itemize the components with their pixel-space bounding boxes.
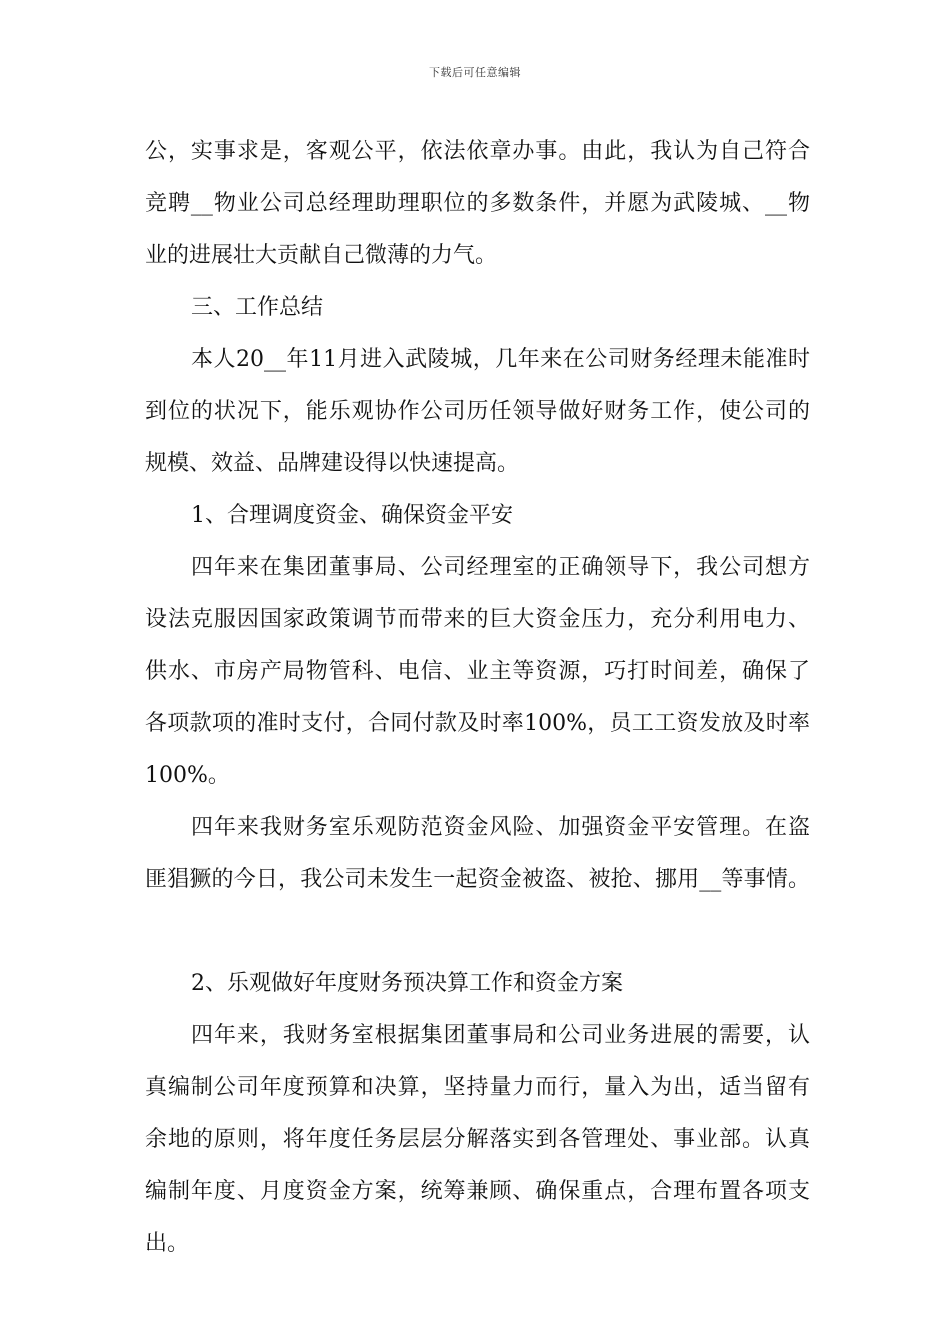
paragraph-line: 各项款项的准时支付，合同付款及时率100%，员工工资发放及时率: [145, 711, 810, 736]
paragraph-line: 公，实事求是，客观公平，依法依章办事。由此，我认为自己符合: [145, 139, 810, 164]
paragraph-line: 设法克服因国家政策调节而带来的巨大资金压力，充分利用电力、: [145, 607, 810, 632]
paragraph-line: 真编制公司年度预算和决算，坚持量力而行，量入为出，适当留有: [145, 1075, 810, 1100]
paragraph-line: 四年来在集团董事局、公司经理室的正确领导下，我公司想方: [191, 555, 810, 580]
paragraph-line: 规模、效益、品牌建设得以快速提高。: [145, 451, 520, 476]
paragraph-line: 出。: [145, 1231, 190, 1256]
paragraph-line: 余地的原则，将年度任务层层分解落实到各管理处、事业部。认真: [145, 1127, 810, 1152]
paragraph-line: 供水、市房产局物管科、电信、业主等资源，巧打时间差，确保了: [145, 659, 810, 684]
paragraph-line: 匪猖獗的今日，我公司未发生一起资金被盗、被抢、挪用__等事情。: [145, 867, 810, 892]
paragraph-line: 竞聘__物业公司总经理助理职位的多数条件，并愿为武陵城、__物: [145, 191, 810, 216]
paragraph-line: 四年来，我财务室根据集团董事局和公司业务进展的需要，认: [191, 1023, 810, 1048]
paragraph-line: 四年来我财务室乐观防范资金风险、加强资金平安管理。在盗: [191, 815, 810, 840]
page-header-note: 下载后可任意编辑: [429, 66, 521, 79]
subheading-fund-dispatch: 1、合理调度资金、确保资金平安: [191, 503, 513, 528]
paragraph-gap: [145, 910, 810, 962]
paragraph-line: 到位的状况下，能乐观协作公司历任领导做好财务工作，使公司的: [145, 399, 810, 424]
subheading-budget-planning: 2、乐观做好年度财务预决算工作和资金方案: [191, 971, 623, 996]
paragraph-line: 本人20__年11月进入武陵城，几年来在公司财务经理未能准时: [191, 347, 810, 372]
section-heading-work-summary: 三、工作总结: [191, 295, 324, 320]
paragraph-line: 业的进展壮大贡献自己微薄的力气。: [145, 243, 498, 268]
document-body: [145, 130, 810, 1274]
paragraph-line: 编制年度、月度资金方案，统筹兼顾、确保重点，合理布置各项支: [145, 1179, 810, 1204]
paragraph-line: 100%。: [145, 763, 230, 788]
